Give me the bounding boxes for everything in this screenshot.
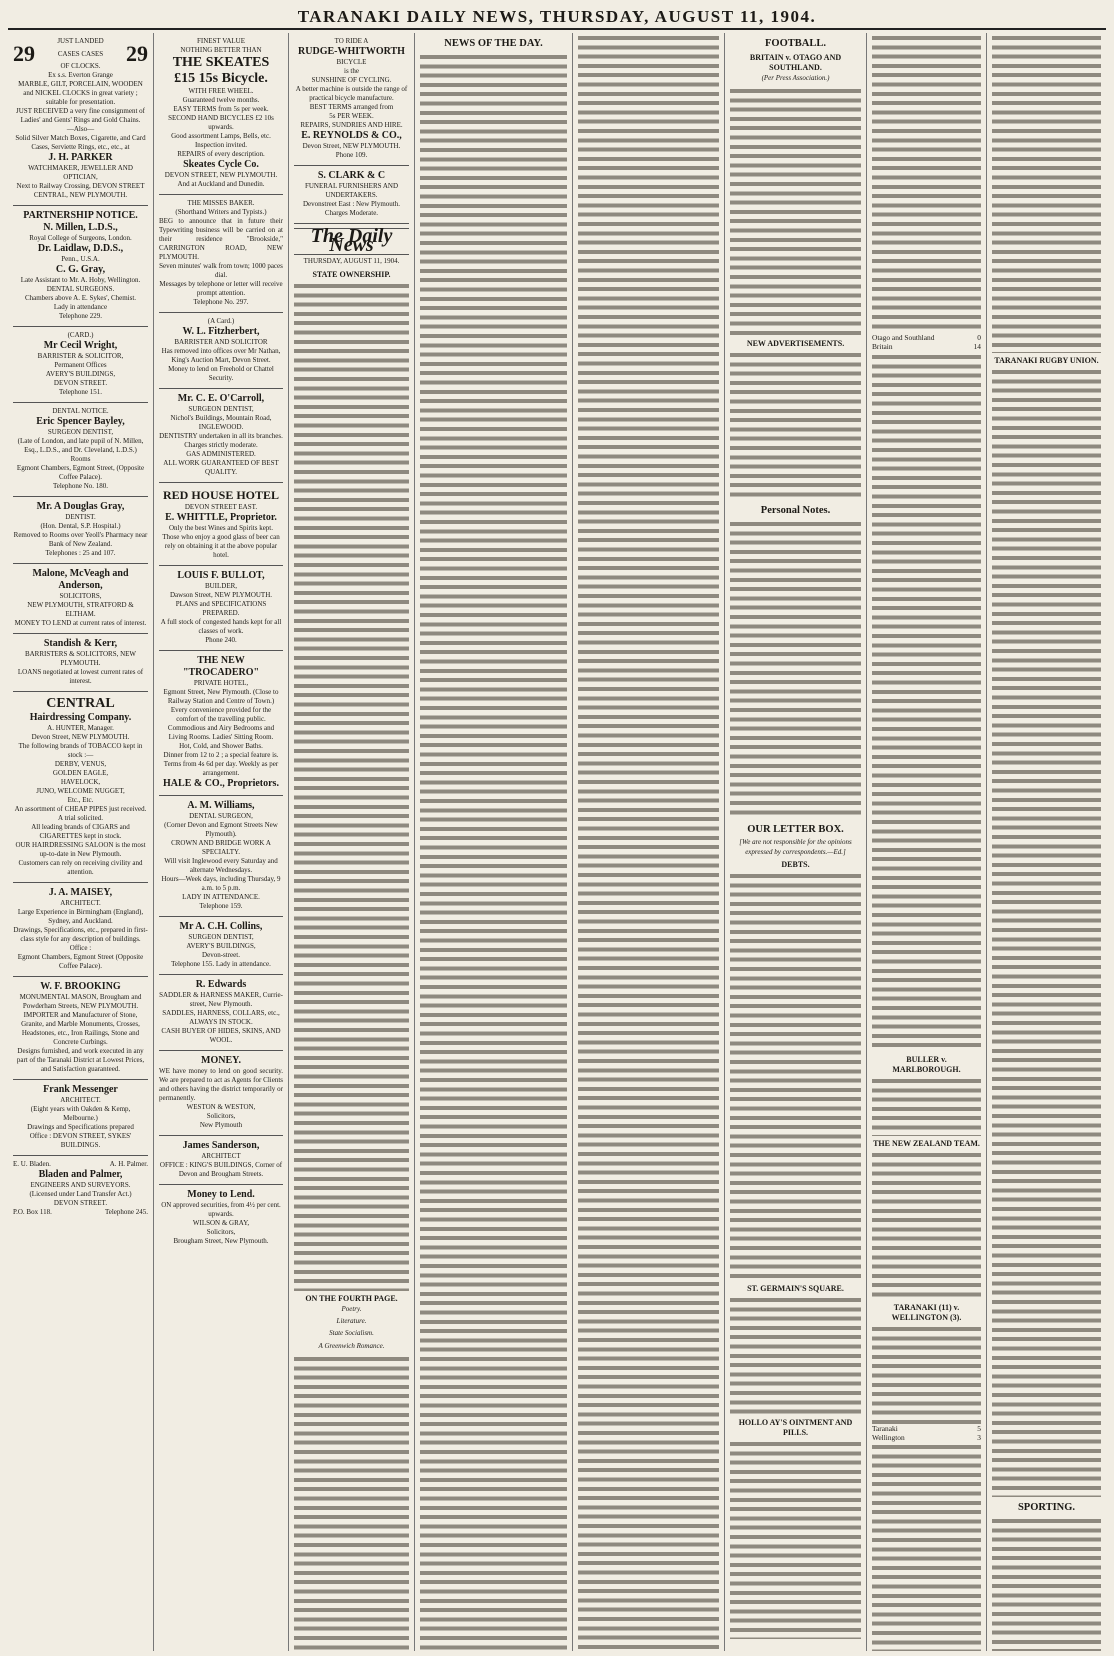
personal-notes-title: Personal Notes. [760, 505, 831, 517]
collins-l1: SURGEON DENTIST, [188, 933, 254, 941]
bladen-l4: DEVON STREET. [53, 1199, 108, 1207]
wright-l3: AVERY'S BUILDINGS, [45, 370, 116, 378]
score-row-4 [872, 1433, 981, 1442]
bullot-l1: BUILDER, [204, 582, 238, 590]
messenger-ad [13, 1080, 148, 1156]
collins-name: Mr A. C.H. Collins, [179, 921, 263, 932]
money-l4: New Plymouth [199, 1121, 243, 1129]
letter-box-title: OUR LETTER BOX. [747, 824, 844, 836]
skeates-l2: NOTHING BETTER THAN [180, 46, 262, 54]
partnership-n6: Lady in attendance [53, 303, 108, 311]
partnership-n4: DENTAL SURGEONS. [46, 285, 115, 293]
clocks-mid1: CASES [57, 49, 80, 58]
bayley-l5: Telephone No. 180. [52, 482, 109, 490]
rudge-l3: BICYCLE [336, 58, 367, 66]
baker-l6: Telephone No. 297. [193, 298, 249, 306]
collins-l2: AVERY'S BUILDINGS, [186, 942, 256, 950]
reynolds-l2: Phone 109. [335, 151, 368, 159]
bladen-l1: E. U. Bladen. [13, 1160, 51, 1168]
score-row-2 [872, 342, 981, 351]
leader-body [294, 281, 409, 1291]
skeates-l12: Skeates Cycle Co. [183, 159, 259, 170]
rudge-ad [294, 33, 409, 166]
clocks-ad [13, 33, 148, 206]
collins-l4: Telephone 155. Lady in attendance. [171, 960, 271, 968]
lend-l3: Solicitors, [206, 1228, 236, 1236]
new-adv-title: NEW ADVERTISEMENTS. [746, 339, 845, 349]
holloway-title: HOLLO AY'S OINTMENT AND PILLS. [738, 1417, 853, 1437]
parker-l2: Next to Railway Crossing, DEVON STREET CENTRAL, NEW PLYMOUTH. [16, 182, 145, 199]
leader-title: STATE OWNERSHIP. [312, 269, 391, 279]
money-l3: Solicitors, [206, 1112, 236, 1120]
sanderson-l2: OFFICE : KING'S BUILDINGS, Corner of Devon and Brougham Streets. [159, 1161, 283, 1178]
gray-ad [13, 497, 148, 564]
fitz-l3: Money to lend on Freehold or Chattel Security. [168, 365, 274, 382]
score-value-2: 14 [973, 342, 981, 352]
redhouse-name: RED HOUSE HOTEL [162, 488, 280, 502]
taranaki-body [872, 1324, 981, 1424]
redhouse-l4: Those who enjoy a good glass of beer can rely on obtaining it at the above popular hotel. [162, 533, 280, 559]
score-value-1: 0 [977, 333, 981, 342]
wright-l1: BARRISTER & SOLICITOR, [37, 352, 124, 360]
score-row-3 [872, 1424, 981, 1433]
reynolds-name: E. REYNOLDS & CO., [301, 130, 402, 141]
central-l10: All leading brands of CIGARS and CIGARETTES kept in stock. [31, 823, 130, 840]
column-7-body-1 [872, 33, 981, 333]
rudge-l5: SUNSHINE OF CYCLING. [311, 76, 392, 84]
baker-l4: Seven minutes' walk from town; 1000 paces dial. [159, 262, 283, 279]
central-l6: HAVELOCK, [60, 778, 101, 786]
paper-nameplate: The Daily News [294, 228, 409, 255]
gray-l2: (Hon. Dental, S.P. Hospital.) [40, 522, 121, 530]
score-team-1: Otago and Southland [872, 333, 935, 342]
bullot-name: LOUIS F. BULLOT, [177, 570, 265, 581]
parker-l1: WATCHMAKER, JEWELLER AND OPTICIAN, [28, 164, 133, 181]
messenger-l3: Drawings and Specifications prepared [27, 1123, 134, 1131]
column-8-body-1 [992, 33, 1101, 353]
messenger-l4: Office : DEVON STREET, SYKES' BUILDINGS. [29, 1132, 132, 1149]
partnership-n2: Dr. Laidlaw, D.D.S., [37, 243, 124, 254]
central-l3: The following brands of TOBACCO kept in stock :— [18, 742, 143, 759]
edwards-l2: SADDLES, HARNESS, COLLARS, etc., ALWAYS IN STOCK. [162, 1009, 280, 1026]
lend-l2: WILSON & GRAY, [192, 1219, 250, 1227]
lend-l4: Brougham Street, New Plymouth. [173, 1237, 269, 1245]
messenger-name: Frank Messenger [43, 1084, 118, 1095]
rugby-union-title: TARANAKI RUGBY UNION. [994, 356, 1099, 365]
central-l11: OUR HAIRDRESSING SALOON is the most up-to-date in New Plymouth. [15, 841, 146, 858]
sporting-title: SPORTING. [1017, 1502, 1076, 1513]
skeates-l4: £15 15s Bicycle. [174, 71, 268, 86]
clocks-right: 29 [126, 41, 148, 66]
trocadero-l1: PRIVATE HOTEL, [193, 679, 249, 687]
malone-name: Malone, McVeagh and Anderson, [32, 568, 129, 591]
clocks-l6: —Also— [66, 125, 95, 133]
column-8 [987, 33, 1106, 1651]
trocadero-l5: Dinner from 12 to 2 ; a special feature is. [163, 751, 279, 759]
edwards-l1: SADDLER & HARNESS MAKER, Currie-street, New Plymouth. [159, 991, 283, 1008]
column-7-body-2 [872, 352, 981, 1052]
nz-team-title: THE NEW ZEALAND TEAM. [873, 1138, 980, 1148]
fitz-name: W. L. Fitzherbert, [182, 326, 260, 337]
malone-ad [13, 564, 148, 634]
maisey-l2: Large Experience in Birmingham (England), Sydney, and Auckland. [17, 908, 144, 925]
sanderson-ad [159, 1136, 283, 1185]
gray-l1: DENTIST. [65, 513, 96, 521]
bullot-ad [159, 566, 283, 651]
news-of-day-title: NEWS OF THE DAY. [444, 38, 543, 49]
central-l1: A. HUNTER, Manager. [47, 724, 114, 732]
redhouse-l2: E. WHITTLE, Proprietor. [165, 512, 277, 523]
carroll-name: Mr. C. E. O'Carroll, [177, 393, 265, 404]
clocks-l1: JUST LANDED [57, 37, 104, 45]
skeates-l8: SECOND HAND BICYCLES £2 10s upwards. [168, 114, 274, 131]
partnership-n7: Telephone 229. [58, 312, 103, 320]
rudge-l1: TO RIDE A [334, 37, 369, 45]
holloway-body [730, 1439, 861, 1639]
trocadero-l2: Egmont Street, New Plymouth. (Close to Railway Station and Centre of Town.) [163, 688, 279, 705]
football-body [730, 86, 861, 336]
paper-dateline: THURSDAY, AUGUST 11, 1904. [303, 256, 400, 265]
news-of-day-body [420, 52, 567, 1651]
trocadero-name: THE NEW "TROCADERO" [182, 655, 260, 678]
bayley-l4: Egmont Chambers, Egmont Street, (Opposite Coffee Palace). [16, 464, 145, 481]
williams-ad [159, 796, 283, 917]
messenger-l1: ARCHITECT. [60, 1096, 101, 1104]
bullot-l5: Phone 240. [205, 636, 237, 644]
central-name: CENTRAL [46, 696, 115, 711]
williams-l4: Will visit Inglewood every Saturday and alternate Wednesdays. [164, 857, 278, 874]
trocadero-ad [159, 651, 283, 796]
maisey-ad [13, 883, 148, 977]
malone-l2: NEW PLYMOUTH, STRATFORD & ELTHAM. [27, 601, 134, 618]
card-label-2: (A Card.) [207, 317, 235, 325]
gray-name: Mr. A Douglas Gray, [36, 501, 125, 512]
brooking-l2: IMPORTER and Manufacturer of Stone, Granite, and Marble Monuments, Crosses, Headstones, etc., Iron Railings, Stone and Concrete Curbings. [21, 1011, 140, 1046]
nz-team-body [872, 1150, 981, 1300]
skeates-l14: And at Auckland and Dunedin. [177, 180, 265, 188]
column-5 [573, 33, 725, 1651]
brooking-name: W. F. BROOKING [40, 981, 121, 992]
letter-box-dek: [We are not responsible for the opinions expressed by correspondents.—Ed.] [739, 838, 852, 856]
bladen-l2: ENGINEERS AND SURVEYORS. [30, 1181, 131, 1189]
partnership-n2b: Penn., U.S.A. [61, 255, 100, 263]
bullot-l4: A full stock of congested hands kept for all classes of work. [160, 618, 282, 635]
rudge-l7: BEST TERMS arranged from [309, 103, 394, 111]
skeates-l7: EASY TERMS from 5s per week. [173, 105, 269, 113]
bladen-name: Bladen and Palmer, [38, 1169, 123, 1180]
bayley-ad [13, 403, 148, 497]
clocks-l7: Solid Silver Match Boxes, Cigarette, and Card Cases, Serviette Rings, etc., etc., at [15, 134, 146, 151]
fourth-l2: Literature. [336, 1317, 367, 1326]
card-label: (CARD.) [67, 331, 94, 339]
central-l4: DERBY, VENUS, [54, 760, 107, 768]
redhouse-l3: Only the best Wines and Spirits kept. [169, 524, 273, 532]
partnership-n1b: Royal College of Surgeons, London. [29, 234, 132, 242]
clocks-mid2: CASES [81, 49, 104, 58]
gray-l3: Removed to Rooms over Yeoll's Pharmacy near Bank of New Zealand. [13, 531, 148, 548]
carroll-ad [159, 389, 283, 483]
football-title: FOOTBALL. [765, 38, 826, 49]
williams-l1: DENTAL SURGEON, [189, 812, 253, 820]
brooking-l3: Designs furnished, and work executed in any part of the Taranaki District at Lowest Prices, and Satisfaction guaranteed. [16, 1047, 145, 1073]
standish-l2: LOANS negotiated at lowest current rates of interest. [17, 668, 144, 685]
bayley-l1: SURGEON DENTIST, [47, 428, 114, 436]
trocadero-l6: Terms from 4s 6d per day. Weekly as per arrangement. [163, 760, 279, 777]
trocadero-l3: Every convenience provided for the comfort of the travelling public. Commodious and Airy Bedrooms and Living Rooms. Ladies' Sitting Room. [167, 706, 275, 741]
st-germain-title: ST. GERMAIN'S SQUARE. [747, 1283, 844, 1293]
fitz-l1: BARRISTER AND SOLICITOR [174, 338, 268, 346]
lend-ad [159, 1185, 283, 1251]
wright-name: Mr Cecil Wright, [43, 340, 118, 351]
edwards-l3: CASH BUYER OF HIDES, SKINS, AND WOOL. [161, 1027, 281, 1044]
standish-name: Standish & Kerr, [43, 638, 118, 649]
score-team-2: Britain [872, 342, 893, 352]
parker-name: J. H. PARKER [48, 152, 113, 163]
bladen-l5: P.O. Box 118. [13, 1208, 52, 1216]
rudge-l2: RUDGE-WHITWORTH [298, 46, 405, 57]
fitzherbert-ad [159, 313, 283, 389]
lend-l1: ON approved securities, from 4½ per cent. upwards. [161, 1201, 281, 1218]
reynolds-l1: Devon Street, NEW PLYMOUTH. [302, 142, 401, 150]
clocks-l4: MARBLE, GILT, PORCELAIN, WOODEN and NICKEL CLOCKS in great variety ; suitable for presentation. [18, 80, 143, 106]
sanderson-l1: ARCHITECT [201, 1152, 241, 1160]
bladen-l3: (Licensed under Land Transfer Act.) [29, 1190, 132, 1198]
maisey-l5: Egmont Chambers, Egmont Street (Opposite Coffee Palace). [17, 953, 144, 970]
gray-l4: Telephones : 25 and 107. [45, 549, 116, 557]
skeates-l13: DEVON STREET, NEW PLYMOUTH. [164, 171, 278, 179]
clark-l1: FUNERAL FURNISHERS AND UNDERTAKERS. [304, 182, 399, 199]
carroll-l3: DENTISTRY undertaken in all its branches. Charges strictly moderate. [159, 432, 283, 449]
masthead: TARANAKI DAILY NEWS, THURSDAY, AUGUST 11, 1904. [8, 6, 1106, 30]
skeates-ad [159, 33, 283, 195]
buller-body [872, 1076, 981, 1136]
column-3 [289, 33, 415, 1651]
partnership-title: PARTNERSHIP NOTICE. [23, 210, 138, 221]
williams-l3: CROWN AND BRIDGE WORK A SPECIALTY. [171, 839, 271, 856]
fourth-page-title: ON THE FOURTH PAGE. [305, 1293, 398, 1303]
carroll-l2: Nichol's Buildings, Mountain Road, INGLEWOOD. [170, 414, 272, 431]
clark-name: S. CLARK & C [317, 170, 386, 181]
skeates-l3: THE SKEATES [172, 55, 270, 70]
bullot-l3: PLANS and SPECIFICATIONS PREPARED. [175, 600, 267, 617]
baker-l5: Messages by telephone or letter will receive prompt attention. [159, 280, 283, 297]
standish-l1: BARRISTERS & SOLICITORS, NEW PLYMOUTH. [24, 650, 137, 667]
skeates-l6: Guaranteed twelve months. [182, 96, 260, 104]
personal-notes-body [730, 519, 861, 819]
lend-name: Money to Lend. [187, 1189, 255, 1200]
wright-l5: Telephone 151. [58, 388, 103, 396]
column-6 [725, 33, 867, 1651]
clocks-l3: Ex s.s. Everton Grange [48, 71, 113, 79]
fourth-l4: A Greenwich Romance. [318, 1341, 385, 1350]
brooking-l1: MONUMENTAL MASON, Brougham and Powderham Streets, NEW PLYMOUTH. [19, 993, 142, 1010]
column-2 [154, 33, 289, 1651]
skeates-l1: FINEST VALUE [196, 37, 246, 45]
fourth-l1: Poetry. [341, 1304, 362, 1313]
skeates-l5: WITH FREE WHEEL. [188, 87, 254, 95]
partnership-n5: Chambers above A. E. Sykes', Chemist. [24, 294, 137, 302]
clocks-l2: OF CLOCKS. [60, 62, 101, 70]
score-team-4: Wellington [872, 1432, 905, 1442]
sporting-body [992, 1516, 1101, 1651]
column-5-body [578, 33, 719, 1651]
fourth-l3: State Socialism. [329, 1329, 374, 1338]
malone-l1: SOLICITORS, [59, 592, 102, 600]
carroll-l1: SURGEON DENTIST, [188, 405, 254, 413]
debts-body [730, 871, 861, 1281]
maisey-l1: ARCHITECT. [60, 899, 101, 907]
baker-ad [159, 195, 283, 313]
score-value-4: 3 [977, 1432, 981, 1442]
money-title: MONEY. [201, 1055, 241, 1066]
column-7 [867, 33, 987, 1651]
column-7-body-3 [872, 1442, 981, 1651]
baker-l1: THE MISSES BAKER. [187, 199, 255, 207]
bladen-l5b: Telephone 245. [104, 1208, 148, 1216]
clark-l3: Charges Moderate. [324, 209, 379, 217]
baker-l3: BEG to announce that in future their Typewriting business will be carried on at their residence "Brookside," CARRINGTON ROAD, NEW PLYMOUTH. [159, 217, 283, 261]
sanderson-name: James Sanderson, [182, 1140, 260, 1151]
bayley-name: Eric Spencer Bayley, [36, 416, 125, 427]
rudge-l8: 5s PER WEEK. [329, 112, 374, 120]
central-l8: Etc., Etc. [67, 796, 94, 804]
clark-l2: Devonstreet East : New Plymouth. [302, 200, 400, 208]
collins-l3: Devon-street. [202, 951, 240, 959]
score-value-3: 5 [977, 1423, 981, 1433]
bladen-l1b: A. H. Palmer. [109, 1160, 148, 1168]
williams-l6: LADY IN ATTENDANCE. [182, 893, 260, 901]
score-team-3: Taranaki [872, 1423, 898, 1433]
partnership-n3: C. G. Gray, [55, 264, 106, 275]
clark-ad [294, 166, 409, 224]
edwards-ad [159, 975, 283, 1051]
wright-l2: Permanent Offices [54, 361, 107, 369]
williams-l2: (Corner Devon and Egmont Streets New Plymouth). [164, 821, 278, 838]
new-adv-body [730, 350, 861, 500]
central-name2: Hairdressing Company. [29, 712, 132, 723]
edwards-name: R. Edwards [195, 979, 247, 990]
money-ad [159, 1051, 283, 1136]
football-dek: (Per Press Association.) [761, 74, 830, 82]
football-sub1: BRITAIN v. OTAGO AND SOUTHLAND. [749, 53, 842, 72]
williams-name: A. M. Williams, [187, 800, 255, 811]
wright-l4: DEVON STREET. [53, 379, 108, 387]
maisey-l4: Office : [69, 944, 92, 952]
rugby-union-body [992, 367, 1101, 1497]
collins-ad [159, 917, 283, 975]
score-row-1 [872, 333, 981, 342]
column-1 [8, 33, 154, 1651]
central-l9: An assortment of CHEAP PIPES just received. A trial solicited. [14, 805, 147, 822]
central-l7: JUNO, WELCOME NUGGET, [36, 787, 125, 795]
central-ad [13, 692, 148, 883]
malone-l3: MONEY TO LEND at current rates of interest. [14, 619, 147, 627]
column-3-body-2 [294, 1354, 409, 1651]
bayley-l2: (Late of London, and late pupil of N. Millen, Esq., L.D.S., and Dr. Cleveland, L.D.S.) [17, 437, 144, 454]
central-l5: GOLDEN EAGLE, [52, 769, 109, 777]
maisey-l3: Drawings, Specifications, etc., prepared in first-class style for any description of buildings. [13, 926, 148, 943]
fitz-l2: Has removed into offices over Mr Nathan, King's Auction Mart, Devon Street. [161, 347, 281, 364]
money-l2: WESTON & WESTON, [186, 1103, 256, 1111]
williams-l7: Telephone 159. [199, 902, 243, 910]
rudge-l6: A better machine is outside the range of practical bicycle manufacture. [295, 85, 408, 102]
rudge-l4: is the [344, 67, 359, 75]
maisey-name: J. A. MAISEY, [48, 887, 113, 898]
trocadero-l4: Hot, Cold, and Shower Baths. [179, 742, 263, 750]
brooking-ad [13, 977, 148, 1080]
columns [8, 33, 1106, 1651]
partnership-ad [13, 206, 148, 327]
skeates-l10: Inspection invited. [194, 141, 248, 149]
bladen-ad [13, 1156, 148, 1222]
buller-title: BULLER v. MARLBOROUGH. [892, 1054, 961, 1074]
central-l12: Customers can rely on receiving civility and attention. [18, 859, 143, 876]
money-l1: WE have money to lend on good security. We are prepared to act as Agents for Clients and others having the district temporarily or permanently. [159, 1067, 283, 1102]
redhouse-ad [159, 483, 283, 566]
dental-notice: DENTAL NOTICE. [52, 407, 109, 415]
skeates-l9: Good assortment Lamps, Bells, etc. [171, 132, 271, 140]
partnership-n3b: Late Assistant to Mr. A. Hoby, Wellington. [20, 276, 141, 284]
trocadero-l7: HALE & CO., Proprietors. [163, 778, 279, 789]
wright-ad [13, 327, 148, 403]
st-germain-body [730, 1295, 861, 1415]
standish-ad [13, 634, 148, 692]
messenger-l2: (Eight years with Oakden & Kemp, Melbourne.) [30, 1105, 131, 1122]
rudge-l9: REPAIRS, SUNDRIES AND HIRE. [300, 121, 403, 129]
redhouse-l1: DEVON STREET EAST. [184, 503, 258, 511]
column-4 [415, 33, 573, 1651]
baker-l2: (Shorthand Writers and Typists.) [175, 208, 267, 216]
clocks-l5: JUST RECEIVED a very fine consignment of Ladies' and Gents' Rings and Gold Chains. [16, 107, 145, 124]
partnership-n1: N. Millen, L.D.S., [43, 222, 118, 233]
williams-l5: Hours—Week days, including Thursday, 9 a.m. to 5 p.m. [161, 875, 281, 892]
carroll-l5: ALL WORK GUARANTEED OF BEST QUALITY. [163, 459, 279, 476]
taranaki-title: TARANAKI (11) v. WELLINGTON (3). [891, 1302, 962, 1322]
debts-title: DEBTS. [781, 859, 810, 869]
bayley-l3: Rooms [70, 455, 91, 463]
central-l2: Devon Street, NEW PLYMOUTH. [31, 733, 130, 741]
bullot-l2: Dawson Street, NEW PLYMOUTH. [169, 591, 273, 599]
clocks-left: 29 [13, 41, 35, 66]
skeates-l11: REPAIRS of every description. [177, 150, 265, 158]
carroll-l4: GAS ADMINISTERED. [186, 450, 256, 458]
